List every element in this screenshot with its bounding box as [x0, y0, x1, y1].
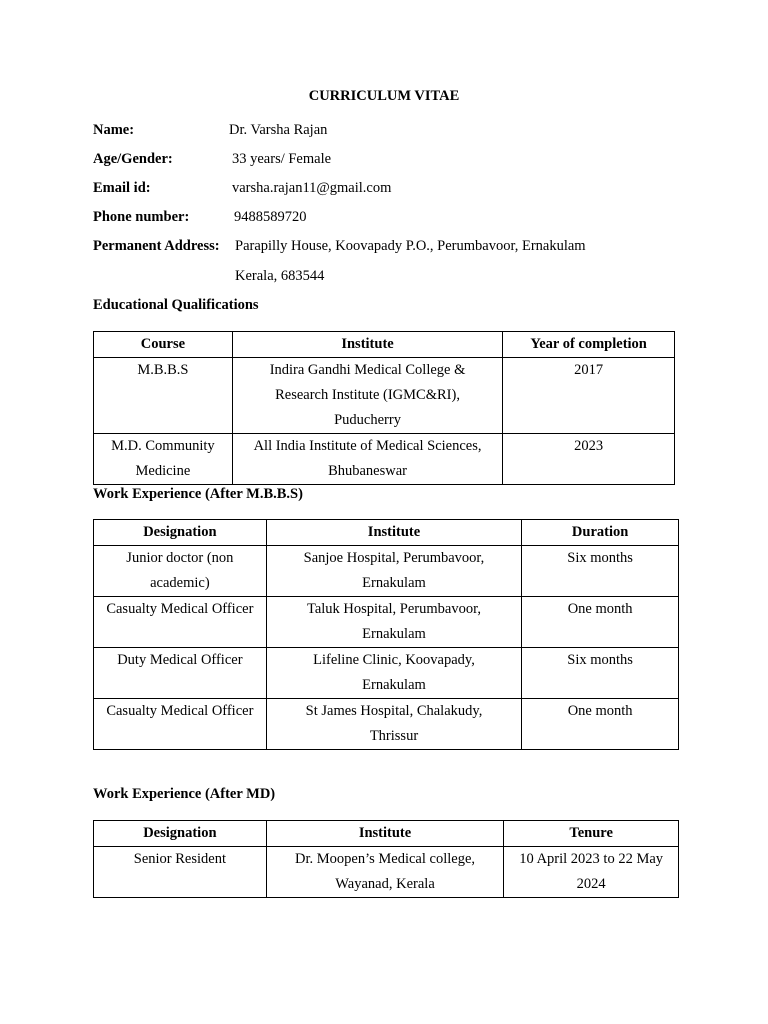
education-table [93, 331, 675, 485]
work-md-heading: Work Experience (After MD) [93, 786, 276, 802]
work-md-table [93, 820, 679, 898]
address-line-2: Kerala, 683544 [235, 268, 325, 284]
cell-institute: Indira Gandhi Medical College & Research Institute (IGMC&RI), Puducherry [232, 358, 502, 434]
header-designation: Designation [94, 821, 267, 847]
work-mbbs-table [93, 519, 679, 750]
cell-institute: Sanjoe Hospital, Perumbavoor, Ernakulam [266, 546, 522, 597]
table-header-row [94, 821, 679, 847]
cell-duration: Six months [522, 546, 679, 597]
email-value: varsha.rajan11@gmail.com [232, 180, 392, 196]
cell-designation: Senior Resident [94, 847, 267, 898]
education-heading: Educational Qualifications [93, 297, 259, 313]
cell-institute: Dr. Moopen’s Medical college, Wayanad, Kerala [266, 847, 504, 898]
header-duration: Duration [522, 520, 679, 546]
table-row [94, 847, 679, 898]
header-institute: Institute [266, 821, 504, 847]
cell-course: M.D. Community Medicine [94, 434, 233, 485]
header-year: Year of completion [503, 332, 675, 358]
table-header-row [94, 520, 679, 546]
table-row [94, 434, 675, 485]
cell-year: 2017 [503, 358, 675, 434]
cell-institute: All India Institute of Medical Sciences, Bhubaneswar [232, 434, 502, 485]
email-label: Email id: [93, 180, 151, 196]
cell-duration: Six months [522, 648, 679, 699]
cell-institute: St James Hospital, Chalakudy, Thrissur [266, 699, 522, 750]
cell-designation: Junior doctor (non academic) [94, 546, 267, 597]
cell-institute: Taluk Hospital, Perumbavoor, Ernakulam [266, 597, 522, 648]
name-label: Name: [93, 122, 135, 138]
header-tenure: Tenure [504, 821, 679, 847]
cell-designation: Casualty Medical Officer [94, 597, 267, 648]
header-institute: Institute [266, 520, 522, 546]
name-value: Dr. Varsha Rajan [229, 122, 328, 138]
cell-year: 2023 [503, 434, 675, 485]
table-row [94, 699, 679, 750]
cell-institute: Lifeline Clinic, Koovapady, Ernakulam [266, 648, 522, 699]
table-row [94, 358, 675, 434]
cell-course: M.B.B.S [94, 358, 233, 434]
age-gender-value: 33 years/ Female [232, 151, 332, 167]
table-row [94, 546, 679, 597]
address-label: Permanent Address: [93, 238, 220, 254]
table-row [94, 597, 679, 648]
cell-designation: Duty Medical Officer [94, 648, 267, 699]
table-row [94, 648, 679, 699]
table-header-row [94, 332, 675, 358]
cell-duration: One month [522, 699, 679, 750]
phone-label: Phone number: [93, 209, 190, 225]
cell-duration: One month [522, 597, 679, 648]
age-gender-label: Age/Gender: [93, 151, 173, 167]
cell-designation: Casualty Medical Officer [94, 699, 267, 750]
header-designation: Designation [94, 520, 267, 546]
phone-value: 9488589720 [234, 209, 307, 225]
address-line-1: Parapilly House, Koovapady P.O., Perumbavoor, Ernakulam [235, 238, 586, 254]
cell-tenure: 10 April 2023 to 22 May 2024 [504, 847, 679, 898]
work-mbbs-heading: Work Experience (After M.B.B.S) [93, 486, 303, 502]
header-course: Course [94, 332, 233, 358]
header-institute: Institute [232, 332, 502, 358]
document-title: CURRICULUM VITAE [308, 88, 460, 104]
